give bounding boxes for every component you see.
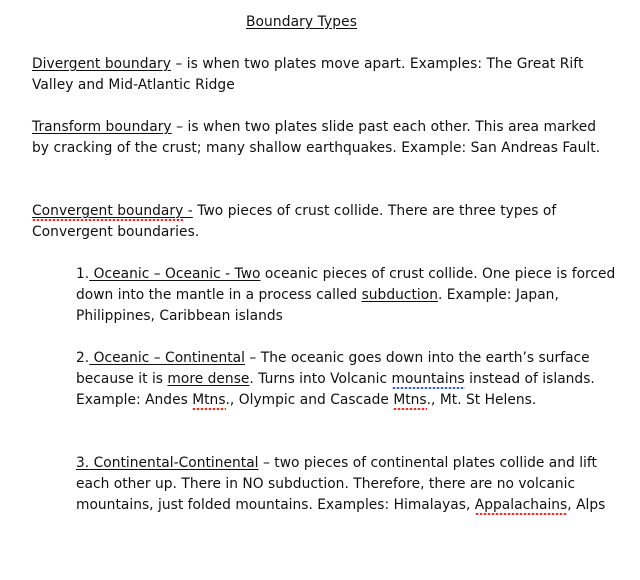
convergent-term: Convergent boundary [32,203,184,219]
convergent-paragraph [32,201,602,243]
transform-paragraph [32,117,602,159]
convergent-term-suffix: - [183,203,193,219]
item-text: oceanic pieces of crust collide. One piece is forced down into the mantle in a process called [76,266,616,303]
transform-term: Transform boundary [32,119,172,135]
item-term: Continental-Continental [89,455,259,471]
item-text: . Turns into Volcanic [249,371,392,387]
item-text: . Example: Japan, Philippines, Caribbean islands [76,287,559,324]
divergent-term: Divergent boundary [32,56,171,72]
item-text: ., Olympic and Cascade [225,392,394,408]
item-number: 2. [76,350,90,366]
item-number: 1. [76,266,90,282]
item-word-mtns: Mtns [192,392,226,408]
item-text: instead of islands. Example: Andes [76,371,595,408]
item-word-appalachains: Appalachains [474,497,568,513]
item-oceanic-continental [76,348,616,411]
item-word-mtns: Mtns [393,392,427,408]
item-emphasis: more dense [167,371,250,387]
item-text: , Alps [567,497,606,513]
document-title: Boundary Types [245,14,358,30]
item-word-mountains: mountains [391,371,465,387]
transform-text: – is when two plates slide past each other. This area marked by cracking of the crust; many shallow earthquakes. Example: San Andreas Fault. [32,119,601,156]
item-text: ., Mt. St Helens. [426,392,537,408]
convergent-text: Two pieces of crust collide. There are three types of Convergent boundaries. [32,203,557,240]
item-text: – The oceanic goes down into the earth’s surface because it is [76,350,590,387]
item-emphasis: subduction [361,287,438,303]
item-continental-continental [76,453,616,516]
item-text: – two pieces of continental plates collide and lift each other up. There in NO subduction. Therefore, there are no volcanic mountains, just folded mountains. Examples: Himalayas, [76,455,597,513]
divergent-text: – is when two plates move apart. Examples: The Great Rift Valley and Mid-Atlantic Ridge [32,56,584,93]
item-oceanic-oceanic [76,264,616,327]
item-term: Oceanic – Continental [89,350,246,366]
item-term: Oceanic – Oceanic - Two [89,266,261,282]
divergent-paragraph [32,54,602,96]
item-number: 3. [76,455,90,471]
